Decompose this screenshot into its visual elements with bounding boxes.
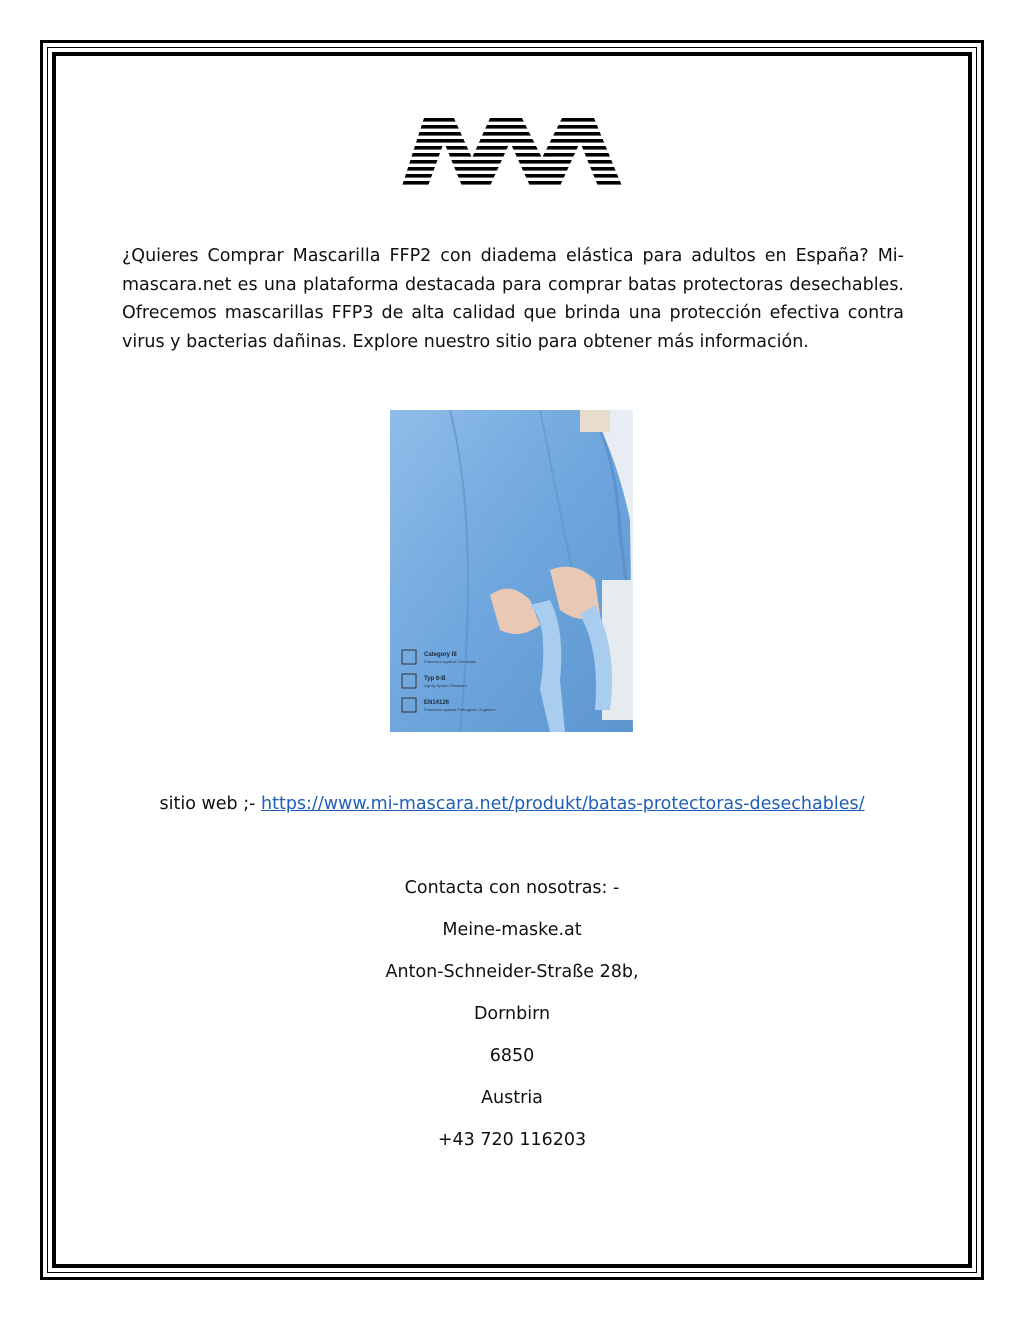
cert-label-sub: Protection against Chemicals — [424, 659, 476, 664]
contact-postcode: 6850 — [489, 1046, 535, 1066]
brand-logo — [402, 118, 622, 186]
protective-gown-photo — [390, 410, 633, 732]
contact-block — [0, 876, 1024, 1170]
contact-country: Austria — [481, 1088, 543, 1108]
website-label: sitio web ;- — [159, 794, 256, 814]
contact-phone: +43 720 116203 — [437, 1130, 587, 1150]
cert-label-title: EN14126 — [424, 700, 450, 706]
contact-city: Dornbirn — [473, 1004, 551, 1024]
contact-street: Anton-Schneider-Straße 28b, — [385, 962, 639, 982]
contact-company: Meine-maske.at — [442, 920, 582, 940]
cert-label-sub: Lightly Splash Resistant — [424, 683, 467, 688]
website-link[interactable]: https://www.mi-mascara.net/produkt/batas-protectoras-desechables/ — [261, 794, 865, 814]
website-line — [0, 792, 1024, 816]
intro-paragraph: ¿Quieres Comprar Mascarilla FFP2 con diadema elástica para adultos en España? Mi-mascara.net es una plataforma destacada para comprar batas protectoras desechables. Ofrecemos mascarillas FFP3 de alta calidad que brinda una protección efectiva contra virus y bacterias dañinas. Explore nuestro sitio para obtener más información. — [122, 246, 904, 352]
cert-label-title: Category III — [424, 652, 457, 658]
contact-heading: Contacta con nosotras: - — [404, 878, 620, 898]
cert-label-sub: Protection against Pathogenic Organism — [424, 707, 496, 712]
cert-label-title: Typ 6-B — [424, 676, 446, 682]
